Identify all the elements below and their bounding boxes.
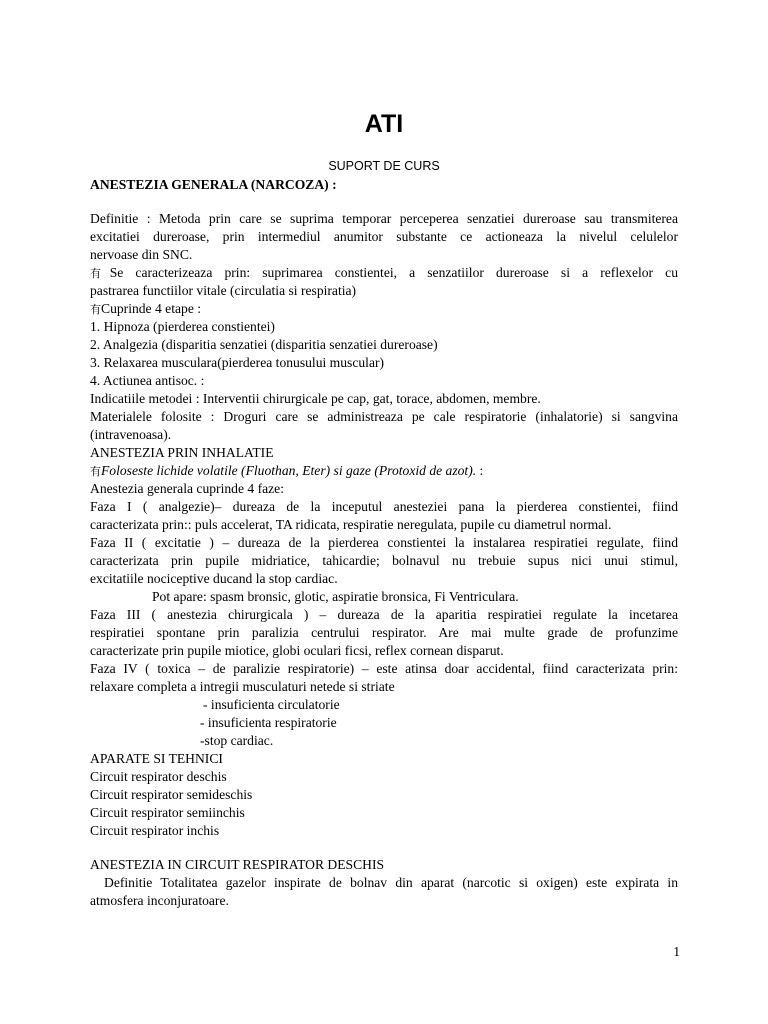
definition-line: nervoase din SNC. <box>90 247 193 262</box>
page-number: 1 <box>673 944 680 959</box>
bullet-icon: 有 <box>90 303 101 316</box>
circuit-item: Circuit respirator semideschis <box>90 787 253 802</box>
phases-intro: Anestezia generala cuprinde 4 faze: <box>90 481 284 496</box>
inhalation-agents-line <box>90 462 678 481</box>
circuit-item: Circuit respirator deschis <box>90 769 227 784</box>
definition-line: excitatiei dureroase, prin intermediul anumitor substante ce actioneaza la nivelul celulelor <box>90 229 678 244</box>
inhalation-agents-tail: : <box>476 463 484 478</box>
bullet-icon: 有 <box>90 465 101 478</box>
phase-1-line: caracterizata prin:: puls accelerat, TA ridicata, respiratie neregulata, pupile cu diametrul normal. <box>90 517 612 532</box>
phase-3-line: respiratiei spontane prin paralizia centrului respirator. Are mai multe grade de profunzime <box>90 625 678 640</box>
phase-3-line: caracterizate prin pupile miotice, globi oculari ficsi, reflex cornean disparut. <box>90 643 504 658</box>
bullet-icon: 有 <box>90 267 110 280</box>
circuit-item: Circuit respirator inchis <box>90 823 220 838</box>
document-title: ATI <box>364 110 404 138</box>
document-subtitle: SUPORT DE CURS <box>328 159 440 173</box>
stage-item: 4. Actiunea antisoc. : <box>90 373 205 388</box>
materials-line: Materialele folosite : Droguri care se administreaza pe cale respiratorie (inhalatorie) si sangvina <box>90 409 678 424</box>
phase-2-line: excitatiile nociceptive ducand la stop cardiac. <box>90 571 338 586</box>
stage-item: 1. Hipnoza (pierderea constientei) <box>90 319 275 334</box>
circuit-item: Circuit respirator semiinchis <box>90 805 245 820</box>
materials-line: (intravenoasa). <box>90 427 172 442</box>
complications-line: Pot apare: spasm bronsic, glotic, aspiratie bronsica, Fi Ventriculara. <box>152 589 519 604</box>
phase-2-line: Faza II ( excitatie ) – dureaza de la pierderea constientei la instalarea respiratiei regulate, fiind <box>90 535 678 550</box>
complication-item: -stop cardiac. <box>200 733 274 748</box>
phase-2-line: caracterizata prin pupile midriatice, tahicardie; bolnavul nu trebuie supus nici unui stimul, <box>90 553 678 568</box>
stage-item: 3. Relaxarea musculara(pierderea tonusului muscular) <box>90 355 385 370</box>
inhalation-heading: ANESTEZIA PRIN INHALATIE <box>90 445 274 460</box>
definition-line: Definitie : Metoda prin care se suprima temporar perceperea senzatiei dureroase sau transmiterea <box>90 211 678 226</box>
characterization-line <box>90 264 678 283</box>
complication-item: - insuficienta circulatorie <box>203 697 340 712</box>
stages-intro-text: Cuprinde 4 etape : <box>101 301 202 316</box>
characterization-line: pastrarea functiilor vitale (circulatia si respiratia) <box>90 283 357 298</box>
section-heading: ANESTEZIA GENERALA (NARCOZA) : <box>90 177 337 192</box>
open-circuit-definition: atmosfera inconjuratoare. <box>90 893 229 908</box>
characterization-text: Se caracterizeaza prin: suprimarea constientei, a senzatiilor dureroase si a reflexelor cu <box>109 265 679 280</box>
phase-3-line: Faza III ( anestezia chirurgicala ) – dureaza de la aparitia respiratiei regulate la incetarea <box>90 607 678 622</box>
stages-intro <box>90 300 678 319</box>
phase-1-line: Faza I ( analgezie)– dureaza de la inceputul anesteziei pana la pierderea constientei, fiind <box>90 499 678 514</box>
phase-4-line: relaxare completa a intregii musculaturi netede si striate <box>90 679 395 694</box>
complication-item: - insuficienta respiratorie <box>200 715 337 730</box>
phase-4-line: Faza IV ( toxica – de paralizie respiratorie) – este atinsa doar accidental, fiind caracterizata prin: <box>90 661 678 676</box>
stage-item: 2. Analgezia (disparitia senzatiei (disparitia senzatiei dureroase) <box>90 337 438 352</box>
inhalation-agents-text: Foloseste lichide volatile (Fluothan, Eter) si gaze (Protoxid de azot). <box>101 463 477 478</box>
open-circuit-heading: ANESTEZIA IN CIRCUIT RESPIRATOR DESCHIS <box>90 857 385 872</box>
indications-line: Indicatiile metodei : Interventii chirurgicale pe cap, gat, torace, abdomen, membre. <box>90 391 541 406</box>
open-circuit-definition: Definitie Totalitatea gazelor inspirate de bolnav din aparat (narcotic si oxigen) este expirata in <box>104 875 678 890</box>
devices-heading: APARATE SI TEHNICI <box>90 751 223 766</box>
